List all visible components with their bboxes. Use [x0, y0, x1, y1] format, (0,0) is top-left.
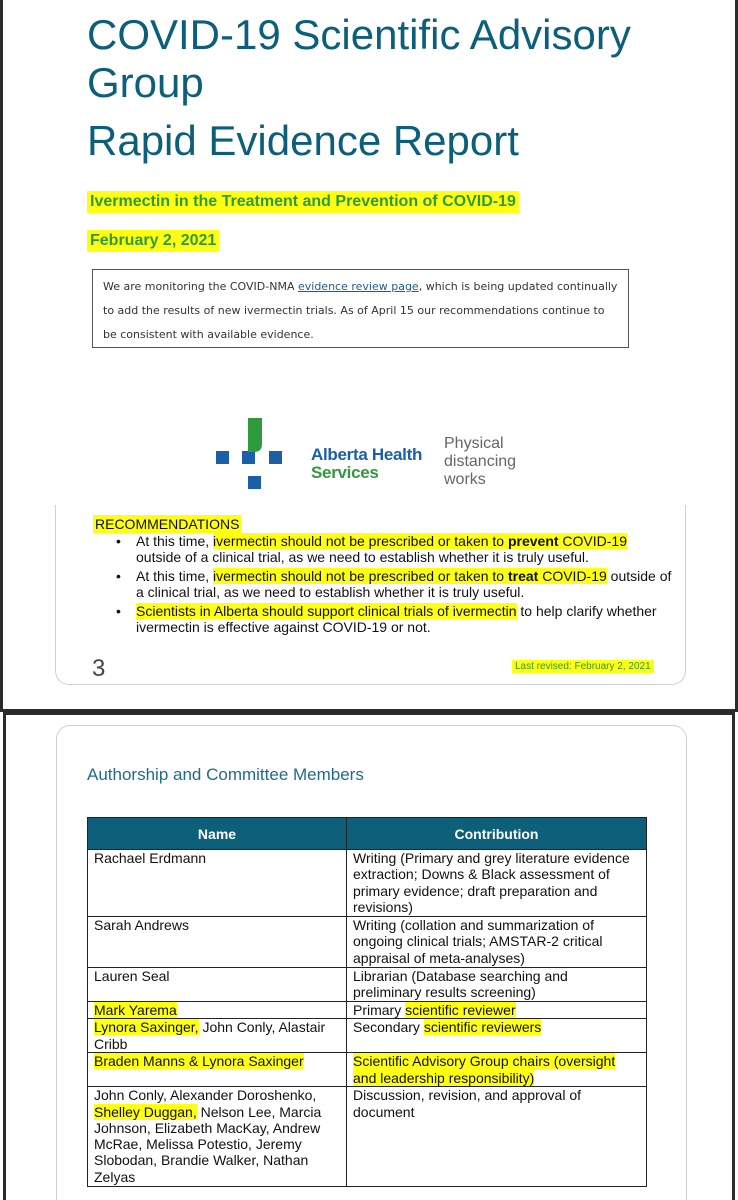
page-number: 3: [92, 655, 106, 682]
member-name: Sarah Andrews: [88, 917, 347, 968]
recommendation-item: [116, 603, 676, 635]
member-contribution: Scientific Advisory Group chairs (oversight and leadership responsibility): [347, 1053, 647, 1087]
report-date: February 2, 2021: [87, 230, 219, 252]
rec-rest: outside of a clinical trial, as we need to establish whether it is truly useful.: [136, 568, 672, 600]
recommendation-item: [116, 568, 676, 600]
report-title: COVID-19 Scientific Advisory: [87, 11, 631, 58]
rec-highlight-a: ivermectin should not be prescribed or taken to: [213, 568, 508, 584]
rec-rest: outside of a clinical trial, as we need to establish whether it is truly useful.: [136, 549, 589, 565]
table-row: [88, 1087, 647, 1187]
rec-highlight-a: ivermectin should not be prescribed or taken to: [213, 533, 508, 549]
member-name: John Conly, Alexander Doroshenko, Shelley Duggan, Nelson Lee, Marcia Johnson, Elizabeth MacKay, Andrew McRae, Melissa Potestio, Jeremy Slobodan, Brandie Walker, Nathan Zelyas: [88, 1087, 347, 1187]
member-name: Braden Manns & Lynora Saxinger: [88, 1053, 347, 1087]
recommendations-page: [55, 505, 686, 685]
member-name: Lauren Seal: [88, 968, 347, 1002]
rec-rest: to help clarify whether ivermectin is effective against COVID-19 or not.: [136, 603, 657, 635]
rec-prefix: At this time,: [136, 533, 214, 549]
slogan-line3: works: [444, 471, 486, 488]
rec-highlight-b: COVID-19: [538, 568, 607, 584]
member-contribution: Primary scientific reviewer: [347, 1002, 647, 1019]
report-subtitle: Rapid Evidence Report: [87, 117, 519, 164]
member-contribution: Writing (Primary and grey literature evidence extraction; Downs & Black assessment of primary evidence; draft preparation and revisions): [347, 850, 647, 917]
column-header-name: Name: [88, 818, 347, 850]
members-table: [87, 817, 647, 1187]
rec-bold: treat: [507, 568, 539, 584]
table-row: [88, 1019, 647, 1053]
last-revised: Last revised: February 2, 2021: [512, 660, 654, 673]
member-contribution: Secondary scientific reviewers: [347, 1019, 647, 1053]
rec-prefix: At this time,: [136, 568, 214, 584]
distancing-slogan: [444, 435, 516, 489]
table-row: [88, 1002, 647, 1019]
notice-text-after: , which is being updated continually to add the results of new ivermectin trials. As of April 15 our recommendations continue to be consistent with available evidence.: [103, 280, 618, 341]
table-row: [88, 1053, 647, 1087]
slogan-line2: distancing: [444, 453, 517, 470]
recommendation-item: [116, 533, 676, 565]
rec-highlight-b: COVID-19: [558, 533, 628, 549]
table-row: [88, 968, 647, 1002]
table-row: [88, 850, 647, 917]
member-name: Mark Yarema: [88, 1002, 347, 1019]
recommendations-heading: RECOMMENDATIONS: [95, 516, 240, 532]
table-row: [88, 917, 647, 968]
member-contribution: Writing (collation and summarization of ongoing clinical trials; AMSTAR-2 critical appraisal of meta-analyses): [347, 917, 647, 968]
table-header-row: [88, 818, 647, 850]
column-header-contribution: Contribution: [347, 818, 647, 850]
report-title-line2: Group: [87, 59, 204, 106]
ahs-wordmark: [311, 446, 422, 482]
authorship-heading: Authorship and Committee Members: [87, 765, 364, 784]
ahs-name-line1: Alberta Health: [311, 445, 423, 464]
evidence-review-link[interactable]: evidence review page: [297, 280, 419, 293]
recommendations-list: [116, 533, 676, 638]
rec-bold: prevent: [507, 533, 559, 549]
notice-text-before: We are monitoring the COVID-NMA: [103, 280, 298, 293]
ahs-name-line2: Services: [311, 463, 379, 482]
slogan-line1: Physical: [444, 435, 504, 452]
rec-highlight: [213, 568, 607, 584]
member-contribution: Discussion, revision, and approval of document: [347, 1087, 647, 1187]
member-name: Lynora Saxinger, John Conly, Alastair Cribb: [88, 1019, 347, 1053]
member-contribution: Librarian (Database searching and preliminary results screening): [347, 968, 647, 1002]
member-name: Rachael Erdmann: [88, 850, 347, 917]
ahs-cross-logo-icon: [216, 418, 282, 490]
report-topic: Ivermectin in the Treatment and Prevention of COVID-19: [87, 191, 519, 213]
monitoring-notice: [92, 269, 629, 348]
rec-highlight: [213, 533, 627, 549]
rec-highlight-a: Scientists in Alberta should support clinical trials of ivermectin: [136, 603, 517, 619]
